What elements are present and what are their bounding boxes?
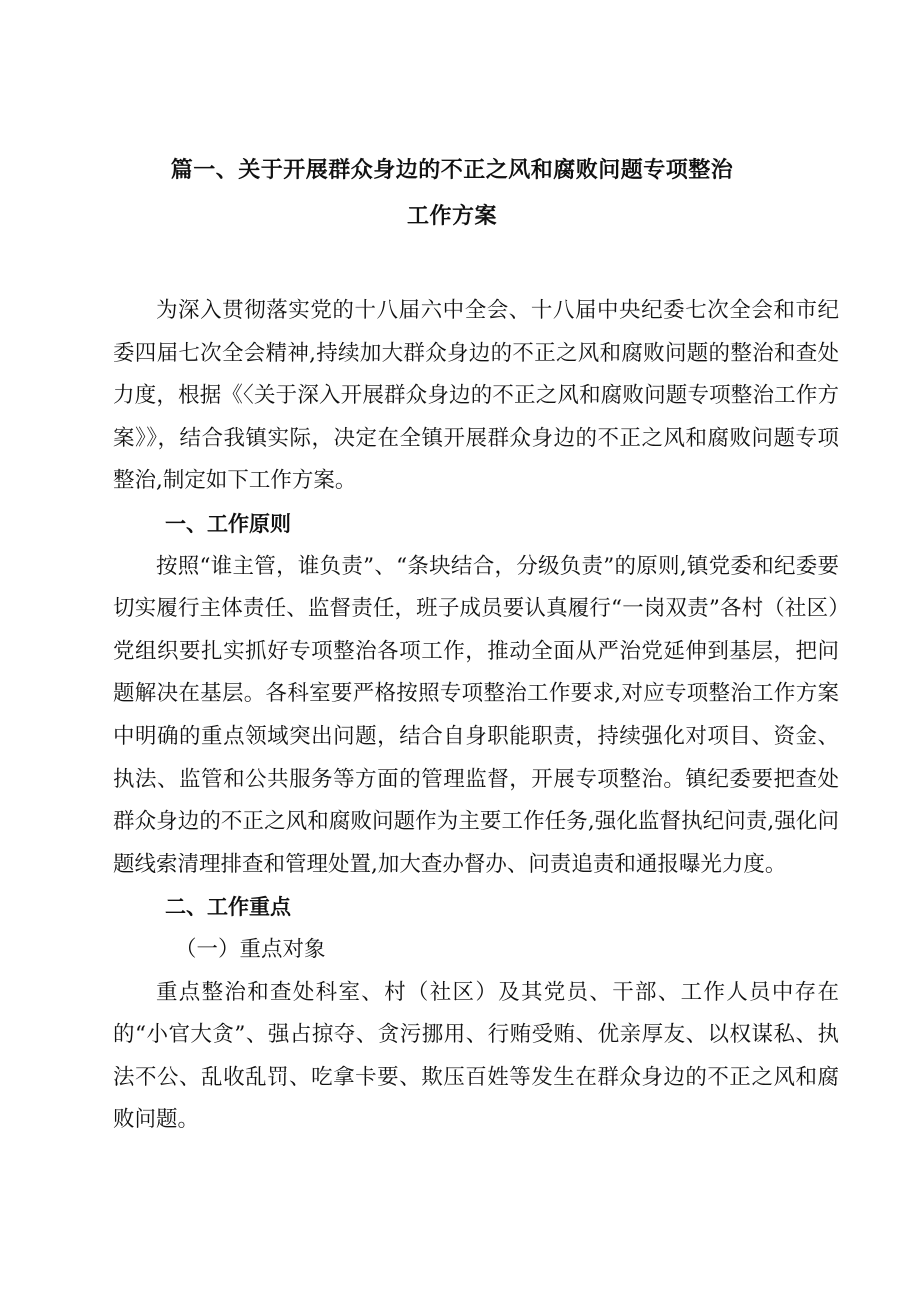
section-heading-principles: 一、工作原则: [165, 511, 291, 536]
subheading-key-targets: （一）重点对象: [175, 936, 326, 962]
document-body: [113, 290, 839, 1142]
principles-paragraph: 按照“谁主管，谁负责”、“条块结合，分级负责”的原则,镇党委和纪委要切实履行主体责任、监督责任，班子成员要认真履行“一岗双责”各村（社区）党组织要扎实抓好专项整治各项工作，推动全面从严治党延伸到基层，把问题解决在基层。各科室要严格按照专项整治工作要求,对应专项整治工作方案中明确的重点领域突出问题，结合自身职能职责，持续强化对项目、资金、执法、监管和公共服务等方面的管理监督，开展专项整治。镇纪委要把查处群众身边的不正之风和腐败问题作为主要工作任务,强化监督执纪问责,强化问题线索清理排查和管理处置,加大查办督办、问责追责和通报曝光力度。: [113, 553, 839, 877]
document-title-line1: 篇一、关于开展群众身边的不正之风和腐败问题专项整治: [170, 158, 734, 183]
section-heading-focus: 二、工作重点: [165, 895, 291, 920]
document-title-line2: 工作方案: [406, 204, 497, 229]
intro-paragraph: 为深入贯彻落实党的十八届六中全会、十八届中央纪委七次全会和市纪委四届七次全会精神,持续加大群众身边的不正之风和腐败问题的整治和查处力度，根据《〈关于深入开展群众身边的不正之风和腐败问题专项整治工作方案》》，结合我镇实际，决定在全镇开展群众身边的不正之风和腐败问题专项整治,制定如下工作方案。: [113, 298, 839, 494]
key-targets-paragraph: 重点整治和查处科室、村（社区）及其党员、干部、工作人员中存在的“小官大贪”、强占掠夺、贪污挪用、行贿受贿、优亲厚友、以权谋私、执法不公、乱收乱罚、吃拿卡要、欺压百姓等发生在群众身边的不正之风和腐败问题。: [113, 979, 839, 1133]
